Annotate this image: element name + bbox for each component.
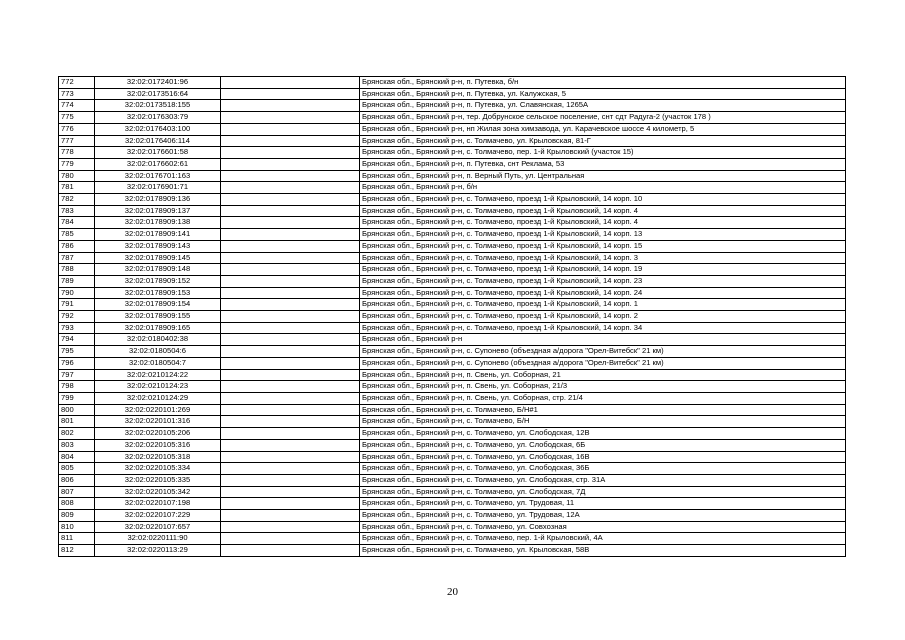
table-row: [59, 158, 846, 170]
row-number-cell: 809: [59, 510, 95, 522]
empty-cell: [221, 135, 360, 147]
row-number-cell: 775: [59, 112, 95, 124]
row-number-cell: 788: [59, 264, 95, 276]
empty-cell: [221, 451, 360, 463]
empty-cell: [221, 486, 360, 498]
cadastral-number-cell: 32:02:0178909:137: [95, 205, 221, 217]
table-row: [59, 392, 846, 404]
empty-cell: [221, 510, 360, 522]
cadastral-number-cell: 32:02:0178909:165: [95, 322, 221, 334]
table-row: [59, 88, 846, 100]
page-number: 20: [447, 586, 458, 598]
address-cell: Брянская обл., Брянский р-н, с. Толмачево, проезд 1-й Крыловский, 14 корп. 10: [360, 194, 846, 206]
address-cell: Брянская обл., Брянский р-н, с. Толмачево, проезд 1-й Крыловский, 14 корп. 13: [360, 229, 846, 241]
cadastral-number-cell: 32:02:0220107:198: [95, 498, 221, 510]
cadastral-number-cell: 32:02:0178909:141: [95, 229, 221, 241]
table-row: [59, 275, 846, 287]
empty-cell: [221, 357, 360, 369]
address-cell: Брянская обл., Брянский р-н: [360, 334, 846, 346]
table-row: [59, 369, 846, 381]
address-cell: Брянская обл., Брянский р-н, б/н: [360, 182, 846, 194]
row-number-cell: 792: [59, 311, 95, 323]
empty-cell: [221, 299, 360, 311]
row-number-cell: 774: [59, 100, 95, 112]
cadastral-number-cell: 32:02:0178909:152: [95, 275, 221, 287]
address-cell: Брянская обл., Брянский р-н, с. Толмачево, проезд 1-й Крыловский, 14 корп. 24: [360, 287, 846, 299]
table-row: [59, 147, 846, 159]
table-row: [59, 381, 846, 393]
table-row: [59, 498, 846, 510]
empty-cell: [221, 334, 360, 346]
cadastral-number-cell: 32:02:0220113:29: [95, 545, 221, 557]
address-cell: Брянская обл., Брянский р-н, нп Жилая зона химзавода, ул. Карачевское шоссе 4 километр, 5: [360, 123, 846, 135]
row-number-cell: 777: [59, 135, 95, 147]
row-number-cell: 776: [59, 123, 95, 135]
empty-cell: [221, 158, 360, 170]
row-number-cell: 784: [59, 217, 95, 229]
table-row: [59, 299, 846, 311]
empty-cell: [221, 404, 360, 416]
row-number-cell: 808: [59, 498, 95, 510]
row-number-cell: 798: [59, 381, 95, 393]
empty-cell: [221, 439, 360, 451]
address-cell: Брянская обл., Брянский р-н, с. Толмачево, ул. Слободская, 6Б: [360, 439, 846, 451]
table-row: [59, 77, 846, 89]
address-cell: Брянская обл., Брянский р-н, с. Толмачево, ул. Слободская, 12В: [360, 428, 846, 440]
table-row: [59, 252, 846, 264]
cadastral-number-cell: 32:02:0220105:342: [95, 486, 221, 498]
empty-cell: [221, 322, 360, 334]
row-number-cell: 790: [59, 287, 95, 299]
empty-cell: [221, 264, 360, 276]
cadastral-number-cell: 32:02:0176601:58: [95, 147, 221, 159]
address-cell: Брянская обл., Брянский р-н, с. Толмачево, ул. Совхозная: [360, 521, 846, 533]
row-number-cell: 782: [59, 194, 95, 206]
address-cell: Брянская обл., Брянский р-н, с. Толмачево, Б/Н: [360, 416, 846, 428]
cadastral-number-cell: 32:02:0180504:7: [95, 357, 221, 369]
address-cell: Брянская обл., Брянский р-н, п. Свень, ул. Соборная, стр. 21/4: [360, 392, 846, 404]
row-number-cell: 778: [59, 147, 95, 159]
cadastral-number-cell: 32:02:0178909:153: [95, 287, 221, 299]
empty-cell: [221, 170, 360, 182]
row-number-cell: 805: [59, 463, 95, 475]
cadastral-number-cell: 32:02:0220105:318: [95, 451, 221, 463]
table-row: [59, 521, 846, 533]
address-cell: Брянская обл., Брянский р-н, тер. Добрунское сельское поселение, снт сдт Радуга-2 (участок 178 ): [360, 112, 846, 124]
row-number-cell: 794: [59, 334, 95, 346]
table-row: [59, 182, 846, 194]
table-row: [59, 287, 846, 299]
empty-cell: [221, 463, 360, 475]
row-number-cell: 797: [59, 369, 95, 381]
cadastral-number-cell: 32:02:0220105:334: [95, 463, 221, 475]
row-number-cell: 806: [59, 474, 95, 486]
row-number-cell: 786: [59, 240, 95, 252]
cadastral-number-cell: 32:02:0220107:229: [95, 510, 221, 522]
cadastral-number-cell: 32:02:0220101:269: [95, 404, 221, 416]
empty-cell: [221, 182, 360, 194]
address-cell: Брянская обл., Брянский р-н, с. Толмачево, ул. Слободская, 36Б: [360, 463, 846, 475]
cadastral-number-cell: 32:02:0178909:145: [95, 252, 221, 264]
cadastral-table: [58, 76, 846, 557]
row-number-cell: 791: [59, 299, 95, 311]
empty-cell: [221, 229, 360, 241]
address-cell: Брянская обл., Брянский р-н, с. Толмачево, проезд 1-й Крыловский, 14 корп. 1: [360, 299, 846, 311]
empty-cell: [221, 533, 360, 545]
address-cell: Брянская обл., Брянский р-н, с. Толмачево, пер. 1-й Крыловский (участок 15): [360, 147, 846, 159]
cadastral-number-cell: 32:02:0176701:163: [95, 170, 221, 182]
cadastral-number-cell: 32:02:0178909:154: [95, 299, 221, 311]
cadastral-number-cell: 32:02:0178909:138: [95, 217, 221, 229]
table-row: [59, 205, 846, 217]
empty-cell: [221, 88, 360, 100]
address-cell: Брянская обл., Брянский р-н, с. Толмачево, пер. 1-й Крыловский, 4А: [360, 533, 846, 545]
address-cell: Брянская обл., Брянский р-н, с. Толмачево, проезд 1-й Крыловский, 14 корп. 2: [360, 311, 846, 323]
empty-cell: [221, 205, 360, 217]
cadastral-number-cell: 32:02:0176303:79: [95, 112, 221, 124]
table-row: [59, 264, 846, 276]
address-cell: Брянская обл., Брянский р-н, с. Толмачево, ул. Трудовая, 12А: [360, 510, 846, 522]
table-row: [59, 533, 846, 545]
cadastral-number-cell: 32:02:0178909:136: [95, 194, 221, 206]
address-cell: Брянская обл., Брянский р-н, п. Путевка, ул. Славянская, 1265А: [360, 100, 846, 112]
table-row: [59, 486, 846, 498]
row-number-cell: 787: [59, 252, 95, 264]
row-number-cell: 783: [59, 205, 95, 217]
cadastral-number-cell: 32:02:0173516:64: [95, 88, 221, 100]
address-cell: Брянская обл., Брянский р-н, с. Толмачево, ул. Трудовая, 11: [360, 498, 846, 510]
table-row: [59, 112, 846, 124]
empty-cell: [221, 287, 360, 299]
address-cell: Брянская обл., Брянский р-н, с. Толмачево, проезд 1-й Крыловский, 14 корп. 19: [360, 264, 846, 276]
address-cell: Брянская обл., Брянский р-н, с. Толмачево, ул. Крыловская, 81-Г: [360, 135, 846, 147]
cadastral-number-cell: 32:02:0173518:155: [95, 100, 221, 112]
table-row: [59, 346, 846, 358]
table-row: [59, 463, 846, 475]
cadastral-number-cell: 32:02:0210124:22: [95, 369, 221, 381]
empty-cell: [221, 416, 360, 428]
cadastral-number-cell: 32:02:0176403:100: [95, 123, 221, 135]
empty-cell: [221, 521, 360, 533]
table-row: [59, 334, 846, 346]
table-body: [59, 77, 846, 557]
row-number-cell: 810: [59, 521, 95, 533]
table-row: [59, 357, 846, 369]
empty-cell: [221, 112, 360, 124]
empty-cell: [221, 123, 360, 135]
empty-cell: [221, 381, 360, 393]
address-cell: Брянская обл., Брянский р-н, с. Толмачево, ул. Слободская, 16В: [360, 451, 846, 463]
row-number-cell: 785: [59, 229, 95, 241]
cadastral-number-cell: 32:02:0220107:657: [95, 521, 221, 533]
cadastral-number-cell: 32:02:0176602:61: [95, 158, 221, 170]
cadastral-number-cell: 32:02:0172401:96: [95, 77, 221, 89]
address-cell: Брянская обл., Брянский р-н, с. Толмачево, ул. Слободская, 7Д: [360, 486, 846, 498]
table-row: [59, 322, 846, 334]
cadastral-number-cell: 32:02:0178909:143: [95, 240, 221, 252]
row-number-cell: 801: [59, 416, 95, 428]
address-cell: Брянская обл., Брянский р-н, с. Толмачево, ул. Слободская, стр. 31А: [360, 474, 846, 486]
empty-cell: [221, 369, 360, 381]
empty-cell: [221, 77, 360, 89]
row-number-cell: 812: [59, 545, 95, 557]
empty-cell: [221, 275, 360, 287]
cadastral-number-cell: 32:02:0220111:90: [95, 533, 221, 545]
address-cell: Брянская обл., Брянский р-н, с. Толмачево, проезд 1-й Крыловский, 14 корп. 3: [360, 252, 846, 264]
address-cell: Брянская обл., Брянский р-н, п. Путевка, б/н: [360, 77, 846, 89]
empty-cell: [221, 346, 360, 358]
address-cell: Брянская обл., Брянский р-н, п. Свень, ул. Соборная, 21/3: [360, 381, 846, 393]
row-number-cell: 800: [59, 404, 95, 416]
table-row: [59, 428, 846, 440]
cadastral-number-cell: 32:02:0180402:38: [95, 334, 221, 346]
cadastral-number-cell: 32:02:0210124:23: [95, 381, 221, 393]
row-number-cell: 779: [59, 158, 95, 170]
row-number-cell: 804: [59, 451, 95, 463]
cadastral-number-cell: 32:02:0220105:206: [95, 428, 221, 440]
address-cell: Брянская обл., Брянский р-н, с. Толмачево, Б/Н#1: [360, 404, 846, 416]
table-row: [59, 170, 846, 182]
row-number-cell: 793: [59, 322, 95, 334]
table-row: [59, 135, 846, 147]
row-number-cell: 780: [59, 170, 95, 182]
address-cell: Брянская обл., Брянский р-н, п. Верный Путь, ул. Центральная: [360, 170, 846, 182]
row-number-cell: 781: [59, 182, 95, 194]
cadastral-number-cell: 32:02:0220101:316: [95, 416, 221, 428]
table-row: [59, 474, 846, 486]
cadastral-number-cell: 32:02:0220105:335: [95, 474, 221, 486]
address-cell: Брянская обл., Брянский р-н, с. Толмачево, проезд 1-й Крыловский, 14 корп. 15: [360, 240, 846, 252]
empty-cell: [221, 147, 360, 159]
table-row: [59, 194, 846, 206]
row-number-cell: 803: [59, 439, 95, 451]
row-number-cell: 799: [59, 392, 95, 404]
address-cell: Брянская обл., Брянский р-н, п. Путевка, снт Реклама, 53: [360, 158, 846, 170]
table-row: [59, 229, 846, 241]
row-number-cell: 796: [59, 357, 95, 369]
row-number-cell: 772: [59, 77, 95, 89]
empty-cell: [221, 428, 360, 440]
cadastral-number-cell: 32:02:0180504:6: [95, 346, 221, 358]
cadastral-number-cell: 32:02:0178909:148: [95, 264, 221, 276]
table-row: [59, 100, 846, 112]
empty-cell: [221, 498, 360, 510]
address-cell: Брянская обл., Брянский р-н, п. Путевка, ул. Калужская, 5: [360, 88, 846, 100]
table-row: [59, 416, 846, 428]
empty-cell: [221, 100, 360, 112]
row-number-cell: 773: [59, 88, 95, 100]
empty-cell: [221, 194, 360, 206]
row-number-cell: 789: [59, 275, 95, 287]
row-number-cell: 795: [59, 346, 95, 358]
empty-cell: [221, 252, 360, 264]
cadastral-number-cell: 32:02:0220105:316: [95, 439, 221, 451]
table-row: [59, 240, 846, 252]
address-cell: Брянская обл., Брянский р-н, с. Супонево (объездная а/дорога "Орел-Витебск" 21 км): [360, 346, 846, 358]
empty-cell: [221, 545, 360, 557]
empty-cell: [221, 392, 360, 404]
table-row: [59, 404, 846, 416]
table-row: [59, 439, 846, 451]
cadastral-number-cell: 32:02:0178909:155: [95, 311, 221, 323]
address-cell: Брянская обл., Брянский р-н, с. Толмачево, проезд 1-й Крыловский, 14 корп. 34: [360, 322, 846, 334]
cadastral-number-cell: 32:02:0176406:114: [95, 135, 221, 147]
row-number-cell: 811: [59, 533, 95, 545]
empty-cell: [221, 240, 360, 252]
address-cell: Брянская обл., Брянский р-н, с. Толмачево, проезд 1-й Крыловский, 14 корп. 4: [360, 217, 846, 229]
address-cell: Брянская обл., Брянский р-н, с. Толмачево, ул. Крыловская, 58В: [360, 545, 846, 557]
cadastral-number-cell: 32:02:0210124:29: [95, 392, 221, 404]
address-cell: Брянская обл., Брянский р-н, с. Толмачево, проезд 1-й Крыловский, 14 корп. 23: [360, 275, 846, 287]
address-cell: Брянская обл., Брянский р-н, п. Свень, ул. Соборная, 21: [360, 369, 846, 381]
table-row: [59, 217, 846, 229]
address-cell: Брянская обл., Брянский р-н, с. Толмачево, проезд 1-й Крыловский, 14 корп. 4: [360, 205, 846, 217]
table-row: [59, 311, 846, 323]
table-row: [59, 451, 846, 463]
table-row: [59, 123, 846, 135]
row-number-cell: 807: [59, 486, 95, 498]
row-number-cell: 802: [59, 428, 95, 440]
empty-cell: [221, 474, 360, 486]
empty-cell: [221, 311, 360, 323]
cadastral-number-cell: 32:02:0176901:71: [95, 182, 221, 194]
empty-cell: [221, 217, 360, 229]
table-row: [59, 545, 846, 557]
table-row: [59, 510, 846, 522]
address-cell: Брянская обл., Брянский р-н, с. Супонево (объездная а/дорога "Орел-Витебск" 21 км): [360, 357, 846, 369]
